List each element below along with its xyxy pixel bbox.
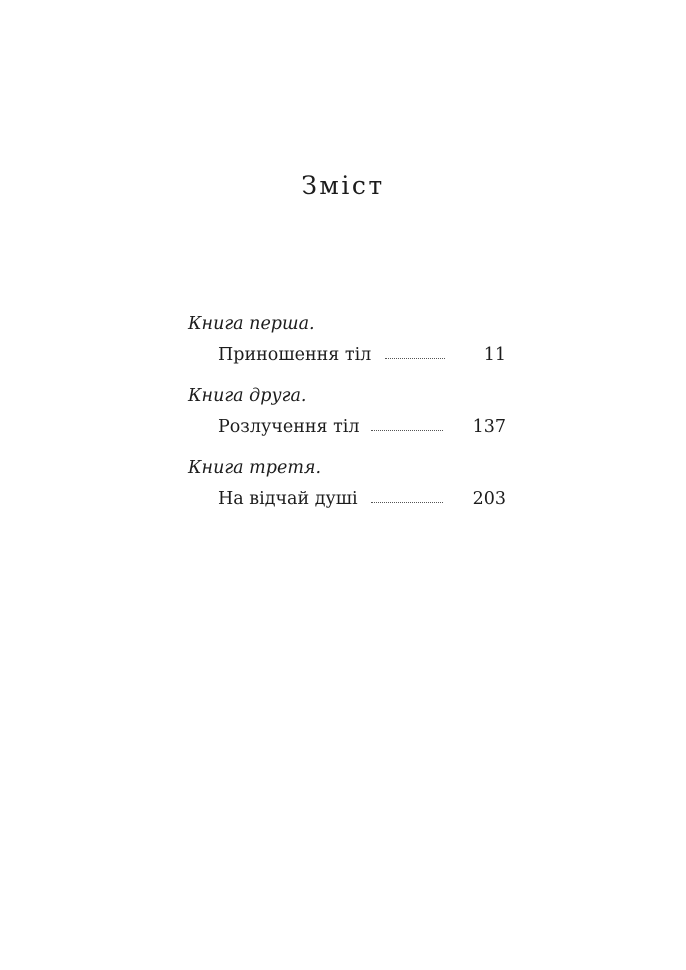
book-label: Книга перша. <box>188 314 315 334</box>
chapter-title: Розлучення тіл <box>218 417 360 437</box>
chapter-title: На відчай душі <box>218 489 358 509</box>
chapter-title: Приношення тіл <box>218 345 372 365</box>
toc-entry-3 <box>188 456 506 528</box>
toc-entry-1 <box>188 312 506 384</box>
toc-row <box>188 486 506 512</box>
page-number: 137 <box>472 417 506 437</box>
page-title: Зміст <box>301 171 385 200</box>
dot-leader <box>385 356 445 359</box>
toc-row <box>188 414 506 440</box>
page-number: 11 <box>483 345 506 365</box>
dot-leader <box>371 428 443 431</box>
page-number: 203 <box>472 489 506 509</box>
dot-leader <box>371 500 443 503</box>
toc-entry-2 <box>188 384 506 456</box>
table-of-contents <box>188 312 506 528</box>
toc-row <box>188 342 506 368</box>
book-label: Книга друга. <box>188 386 307 406</box>
book-label: Книга третя. <box>188 458 322 478</box>
